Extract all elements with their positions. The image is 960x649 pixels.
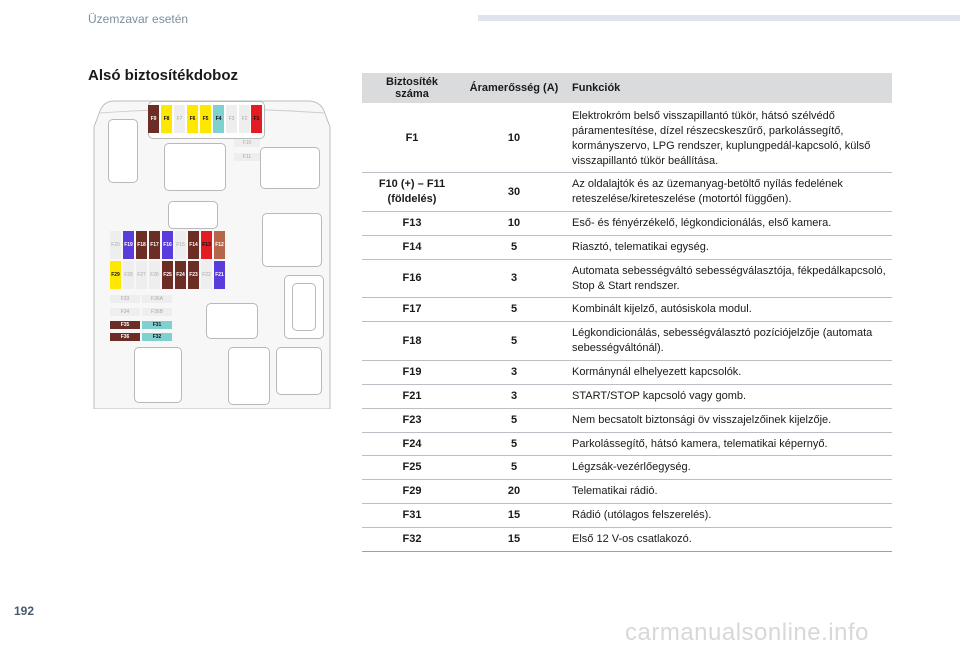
header-functions: Funkciók [566, 73, 892, 104]
fuse-f13: F13 [201, 231, 212, 259]
header-bar [478, 15, 960, 21]
fuse-cell: F19 [362, 360, 462, 384]
function-cell: Első 12 V-os csatlakozó. [566, 527, 892, 551]
amp-cell: 5 [462, 432, 566, 456]
fuse-cell: F24 [362, 432, 462, 456]
table-row [362, 408, 892, 432]
fuse-f36b: F36B [142, 308, 172, 316]
amp-cell: 20 [462, 480, 566, 504]
fuse-cell: F10 (+) – F11 (földelés) [362, 173, 462, 212]
amp-cell: 10 [462, 212, 566, 236]
fuse-f26: F26 [149, 261, 160, 289]
fuse-f10: F10 [234, 139, 260, 147]
table-row [362, 298, 892, 322]
amp-cell: 10 [462, 104, 566, 173]
table-row [362, 480, 892, 504]
mid-relay-2 [206, 303, 258, 339]
function-cell: Kombinált kijelző, autósiskola modul. [566, 298, 892, 322]
fuse-f29: F29 [110, 261, 121, 289]
function-cell: Az oldalajtók és az üzemanyag-betöltő nyílás fedelének reteszelése/kireteszelése (motortól függően). [566, 173, 892, 212]
fuse-cell: F21 [362, 384, 462, 408]
fuse-cell: F14 [362, 235, 462, 259]
fuse-f27: F27 [136, 261, 147, 289]
amp-cell: 5 [462, 235, 566, 259]
function-cell: Riasztó, telematikai egység. [566, 235, 892, 259]
fuse-f20: F20 [110, 231, 121, 259]
table-row [362, 527, 892, 551]
fuse-cell: F16 [362, 259, 462, 298]
function-cell: Elektrokróm belső visszapillantó tükör, hátsó szélvédő páramentesítése, dízel részecskeszűrő, parkolássegítő, kormányszervo, LPG rendszer, kuplungpedál-kapcsoló, külső visszapillantó tükör beállítása. [566, 104, 892, 173]
fuse-f25: F25 [162, 261, 173, 289]
fuse-f12: F12 [214, 231, 225, 259]
table-row [362, 360, 892, 384]
fuse-cell: F32 [362, 527, 462, 551]
fuse-f36: F36 [110, 333, 140, 341]
table-row [362, 212, 892, 236]
table-header-row [362, 73, 892, 104]
bottom-relay-mid [228, 347, 270, 405]
table-row [362, 384, 892, 408]
fuse-cell: F13 [362, 212, 462, 236]
header-title: Üzemzavar esetén [88, 12, 189, 26]
table-row [362, 432, 892, 456]
fuse-f18: F18 [136, 231, 147, 259]
table-row [362, 504, 892, 528]
function-cell: START/STOP kapcsoló vagy gomb. [566, 384, 892, 408]
fuse-f22: F22 [201, 261, 212, 289]
table-row [362, 259, 892, 298]
fuse-f19: F19 [123, 231, 134, 259]
function-cell: Légzsák-vezérlőegység. [566, 456, 892, 480]
fuse-f24: F24 [175, 261, 186, 289]
fuse-f35: F35 [110, 321, 140, 329]
table-row [362, 322, 892, 361]
function-cell: Telematikai rádió. [566, 480, 892, 504]
fuse-f34: F34 [110, 308, 140, 316]
page-number: 192 [14, 604, 35, 618]
table-row [362, 456, 892, 480]
amp-cell: 3 [462, 259, 566, 298]
fuse-f1: F1 [251, 105, 262, 133]
function-cell: Kormánynál elhelyezett kapcsolók. [566, 360, 892, 384]
amp-cell: 3 [462, 384, 566, 408]
amp-cell: 15 [462, 504, 566, 528]
fuse-f17: F17 [149, 231, 160, 259]
center-relay [164, 143, 226, 191]
fuse-cell: F31 [362, 504, 462, 528]
fuse-f11: F11 [234, 153, 260, 161]
fuse-f15: F15 [175, 231, 186, 259]
header-amperage: Áramerősség (A) [462, 73, 566, 104]
fuse-f31: F31 [142, 321, 172, 329]
fuse-f3: F3 [226, 105, 237, 133]
fuse-box-diagram [92, 97, 332, 409]
fuse-cell: F29 [362, 480, 462, 504]
function-cell: Légkondicionálás, sebességválasztó pozíciójelzője (automata sebességváltónál). [566, 322, 892, 361]
amp-cell: 5 [462, 298, 566, 322]
fuse-f23: F23 [188, 261, 199, 289]
header-fuse-number: Biztosíték száma [362, 73, 462, 104]
function-cell: Automata sebességváltó sebességválasztója, fékpedálkapcsoló, Stop & Start rendszer. [566, 259, 892, 298]
amp-cell: 5 [462, 456, 566, 480]
amp-cell: 15 [462, 527, 566, 551]
table-row [362, 104, 892, 173]
function-cell: Rádió (utólagos felszerelés). [566, 504, 892, 528]
amp-cell: 30 [462, 173, 566, 212]
watermark: carmanualsonline.info [625, 619, 869, 646]
left-relay [108, 119, 138, 183]
fuse-cell: F25 [362, 456, 462, 480]
bottom-relay-left [134, 347, 182, 403]
fuse-cell: F18 [362, 322, 462, 361]
fuse-f36a: F36A [142, 295, 172, 303]
fuse-f7: F7 [174, 105, 185, 133]
amp-cell: 5 [462, 322, 566, 361]
fuse-f4: F4 [213, 105, 224, 133]
amp-cell: 5 [462, 408, 566, 432]
fuse-f9: F9 [148, 105, 159, 133]
fuse-f16: F16 [162, 231, 173, 259]
fuse-f14: F14 [188, 231, 199, 259]
fuse-f28: F28 [123, 261, 134, 289]
fuse-table [362, 73, 892, 552]
fuse-f21: F21 [214, 261, 225, 289]
function-cell: Parkolássegítő, hátsó kamera, telematikai képernyő. [566, 432, 892, 456]
fuse-f33: F33 [110, 295, 140, 303]
right-relay-3-inner [292, 283, 316, 331]
bottom-relay-right [276, 347, 322, 395]
fuse-cell: F23 [362, 408, 462, 432]
table-row [362, 235, 892, 259]
fuse-f6: F6 [187, 105, 198, 133]
section-title: Alsó biztosítékdoboz [88, 67, 238, 84]
fuse-cell: F17 [362, 298, 462, 322]
fuse-f32: F32 [142, 333, 172, 341]
fuse-f5: F5 [200, 105, 211, 133]
mid-relay [168, 201, 218, 229]
fuse-cell: F1 [362, 104, 462, 173]
right-relay-2 [262, 213, 322, 267]
amp-cell: 3 [462, 360, 566, 384]
function-cell: Eső- és fényérzékelő, légkondicionálás, első kamera. [566, 212, 892, 236]
function-cell: Nem becsatolt biztonsági öv visszajelzőinek kijelzője. [566, 408, 892, 432]
table-row [362, 173, 892, 212]
fuse-f8: F8 [161, 105, 172, 133]
right-relay [260, 147, 320, 189]
fuse-f2: F2 [239, 105, 250, 133]
